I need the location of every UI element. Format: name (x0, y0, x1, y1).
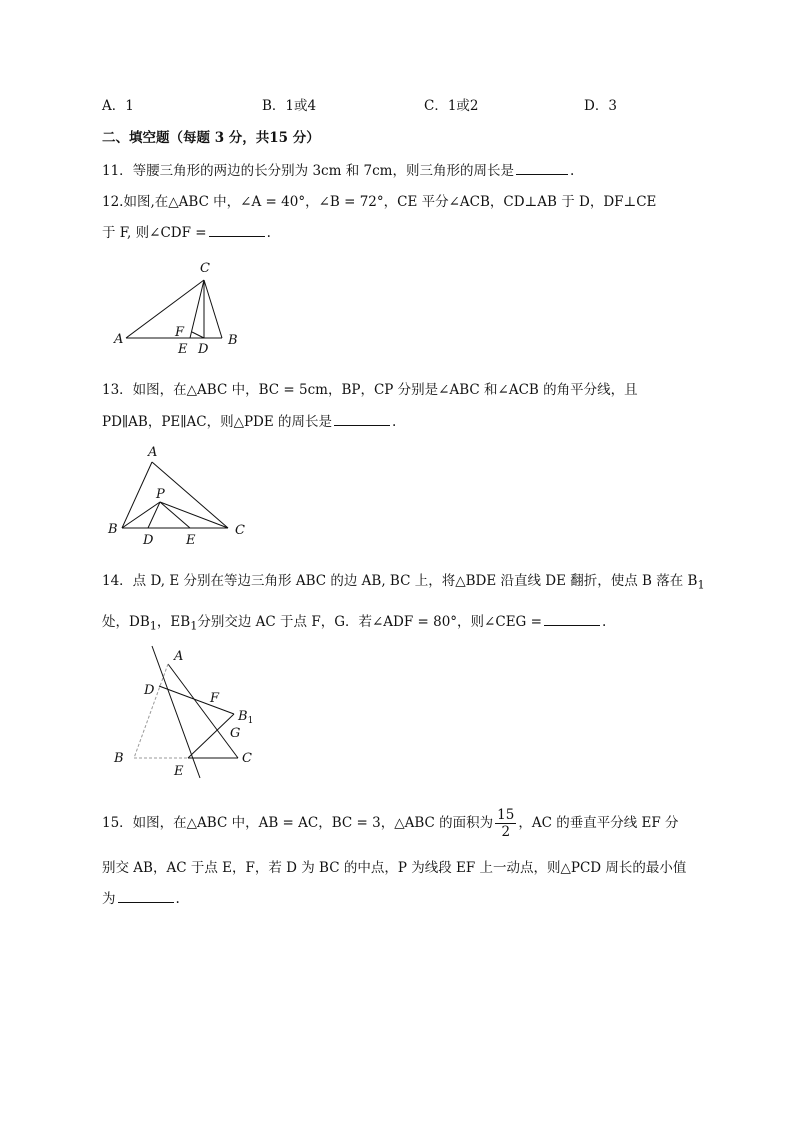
q13-line2-text: PD∥AB，PE∥AC，则△PDE 的周长是 (102, 414, 333, 430)
label-d: D (143, 533, 154, 548)
label-b: B (228, 333, 238, 348)
label-e: E (174, 764, 184, 779)
q15-line1-b: ，AC 的垂直平分线 EF 分 (518, 815, 679, 831)
q11-text: 11．等腰三角形的两边的长分别为 3cm 和 7cm，则三角形的周长是 (102, 163, 514, 179)
q11-end: . (569, 163, 575, 179)
answer-blank (516, 160, 568, 175)
section-heading: 二、填空题（每题 3 分，共15 分） (102, 130, 320, 146)
q12-line2 (102, 222, 271, 243)
label-d: D (144, 683, 155, 698)
label-b: B (108, 522, 118, 537)
label-a: A (148, 445, 158, 460)
label-f: F (175, 325, 185, 340)
q12-line2-text: 于 F, 则∠CDF = (102, 225, 207, 241)
answer-blank (118, 888, 174, 903)
option-b: B．1或4 (262, 98, 317, 114)
label-b: B (114, 751, 124, 766)
label-f: F (210, 691, 220, 706)
q12-line1: 12.如图,在△ABC 中，∠A = 40°，∠B = 72°，CE 平分∠ACB，CD⊥AB 于 D，DF⊥CE (102, 194, 657, 210)
option-c: C．1或2 (424, 98, 479, 114)
label-e: E (186, 533, 196, 548)
answer-blank (334, 411, 390, 426)
q15-line3-text: 为 (102, 891, 116, 907)
q13-end: . (392, 414, 397, 430)
figure-q12 (104, 254, 246, 362)
label-c: C (200, 261, 210, 276)
q15-line3 (102, 888, 180, 909)
label-p: P (156, 487, 165, 502)
q14-line1-text: 14．点 D, E 分别在等边三角形 ABC 的边 AB, BC 上，将△BDE 沿直线 DE 翻折，使点 B 落在 B (102, 573, 698, 589)
label-c: C (235, 523, 245, 538)
fraction-denominator: 2 (501, 824, 511, 840)
q13-line1: 13．如图，在△ABC 中，BC = 5cm，BP，CP 分别是∠ABC 和∠ACB 的角平分线，且 (102, 382, 638, 398)
answer-blank (209, 222, 265, 237)
q15-end: . (175, 891, 180, 907)
question-11 (102, 160, 574, 181)
q14-sub: 1 (697, 578, 705, 592)
q12-end: . (266, 225, 271, 241)
label-g: G (230, 726, 241, 741)
option-a: A．1 (102, 98, 134, 114)
option-d: D．3 (584, 98, 617, 114)
label-e: E (178, 342, 188, 357)
label-b1 (237, 709, 253, 726)
label-d: D (198, 342, 209, 357)
q15-line1-a: 15．如图，在△ABC 中，AB = AC，BC = 3，△ABC 的面积为 (102, 815, 494, 831)
figure-q14 (104, 642, 264, 784)
q14-line2-b: ，EB (156, 614, 191, 630)
fraction (495, 807, 516, 840)
q14-line2 (102, 611, 606, 637)
q14-line1 (102, 571, 705, 596)
q13-line2 (102, 411, 396, 432)
label-b1-sub: 1 (247, 716, 254, 726)
fraction-numerator: 15 (497, 807, 515, 823)
label-a: A (174, 649, 184, 664)
q15-line1 (102, 806, 679, 840)
answer-blank (544, 611, 600, 626)
label-b1-main: B (238, 709, 248, 724)
q14-end: . (601, 614, 607, 630)
q15-line2: 别交 AB，AC 于点 E，F，若 D 为 BC 的中点，P 为线段 EF 上一动点，则△PCD 周长的最小值 (102, 860, 687, 876)
q14-sub-1: 1 (149, 619, 157, 633)
q14-line2-a: 处，DB (102, 614, 150, 630)
figure-q13 (104, 440, 254, 552)
q14-line2-c: 分别交边 AC 于点 F，G．若∠ADF = 80°，则∠CEG = (197, 614, 542, 630)
label-c: C (242, 751, 252, 766)
q14-sub-2: 1 (190, 619, 198, 633)
label-a: A (114, 332, 124, 347)
